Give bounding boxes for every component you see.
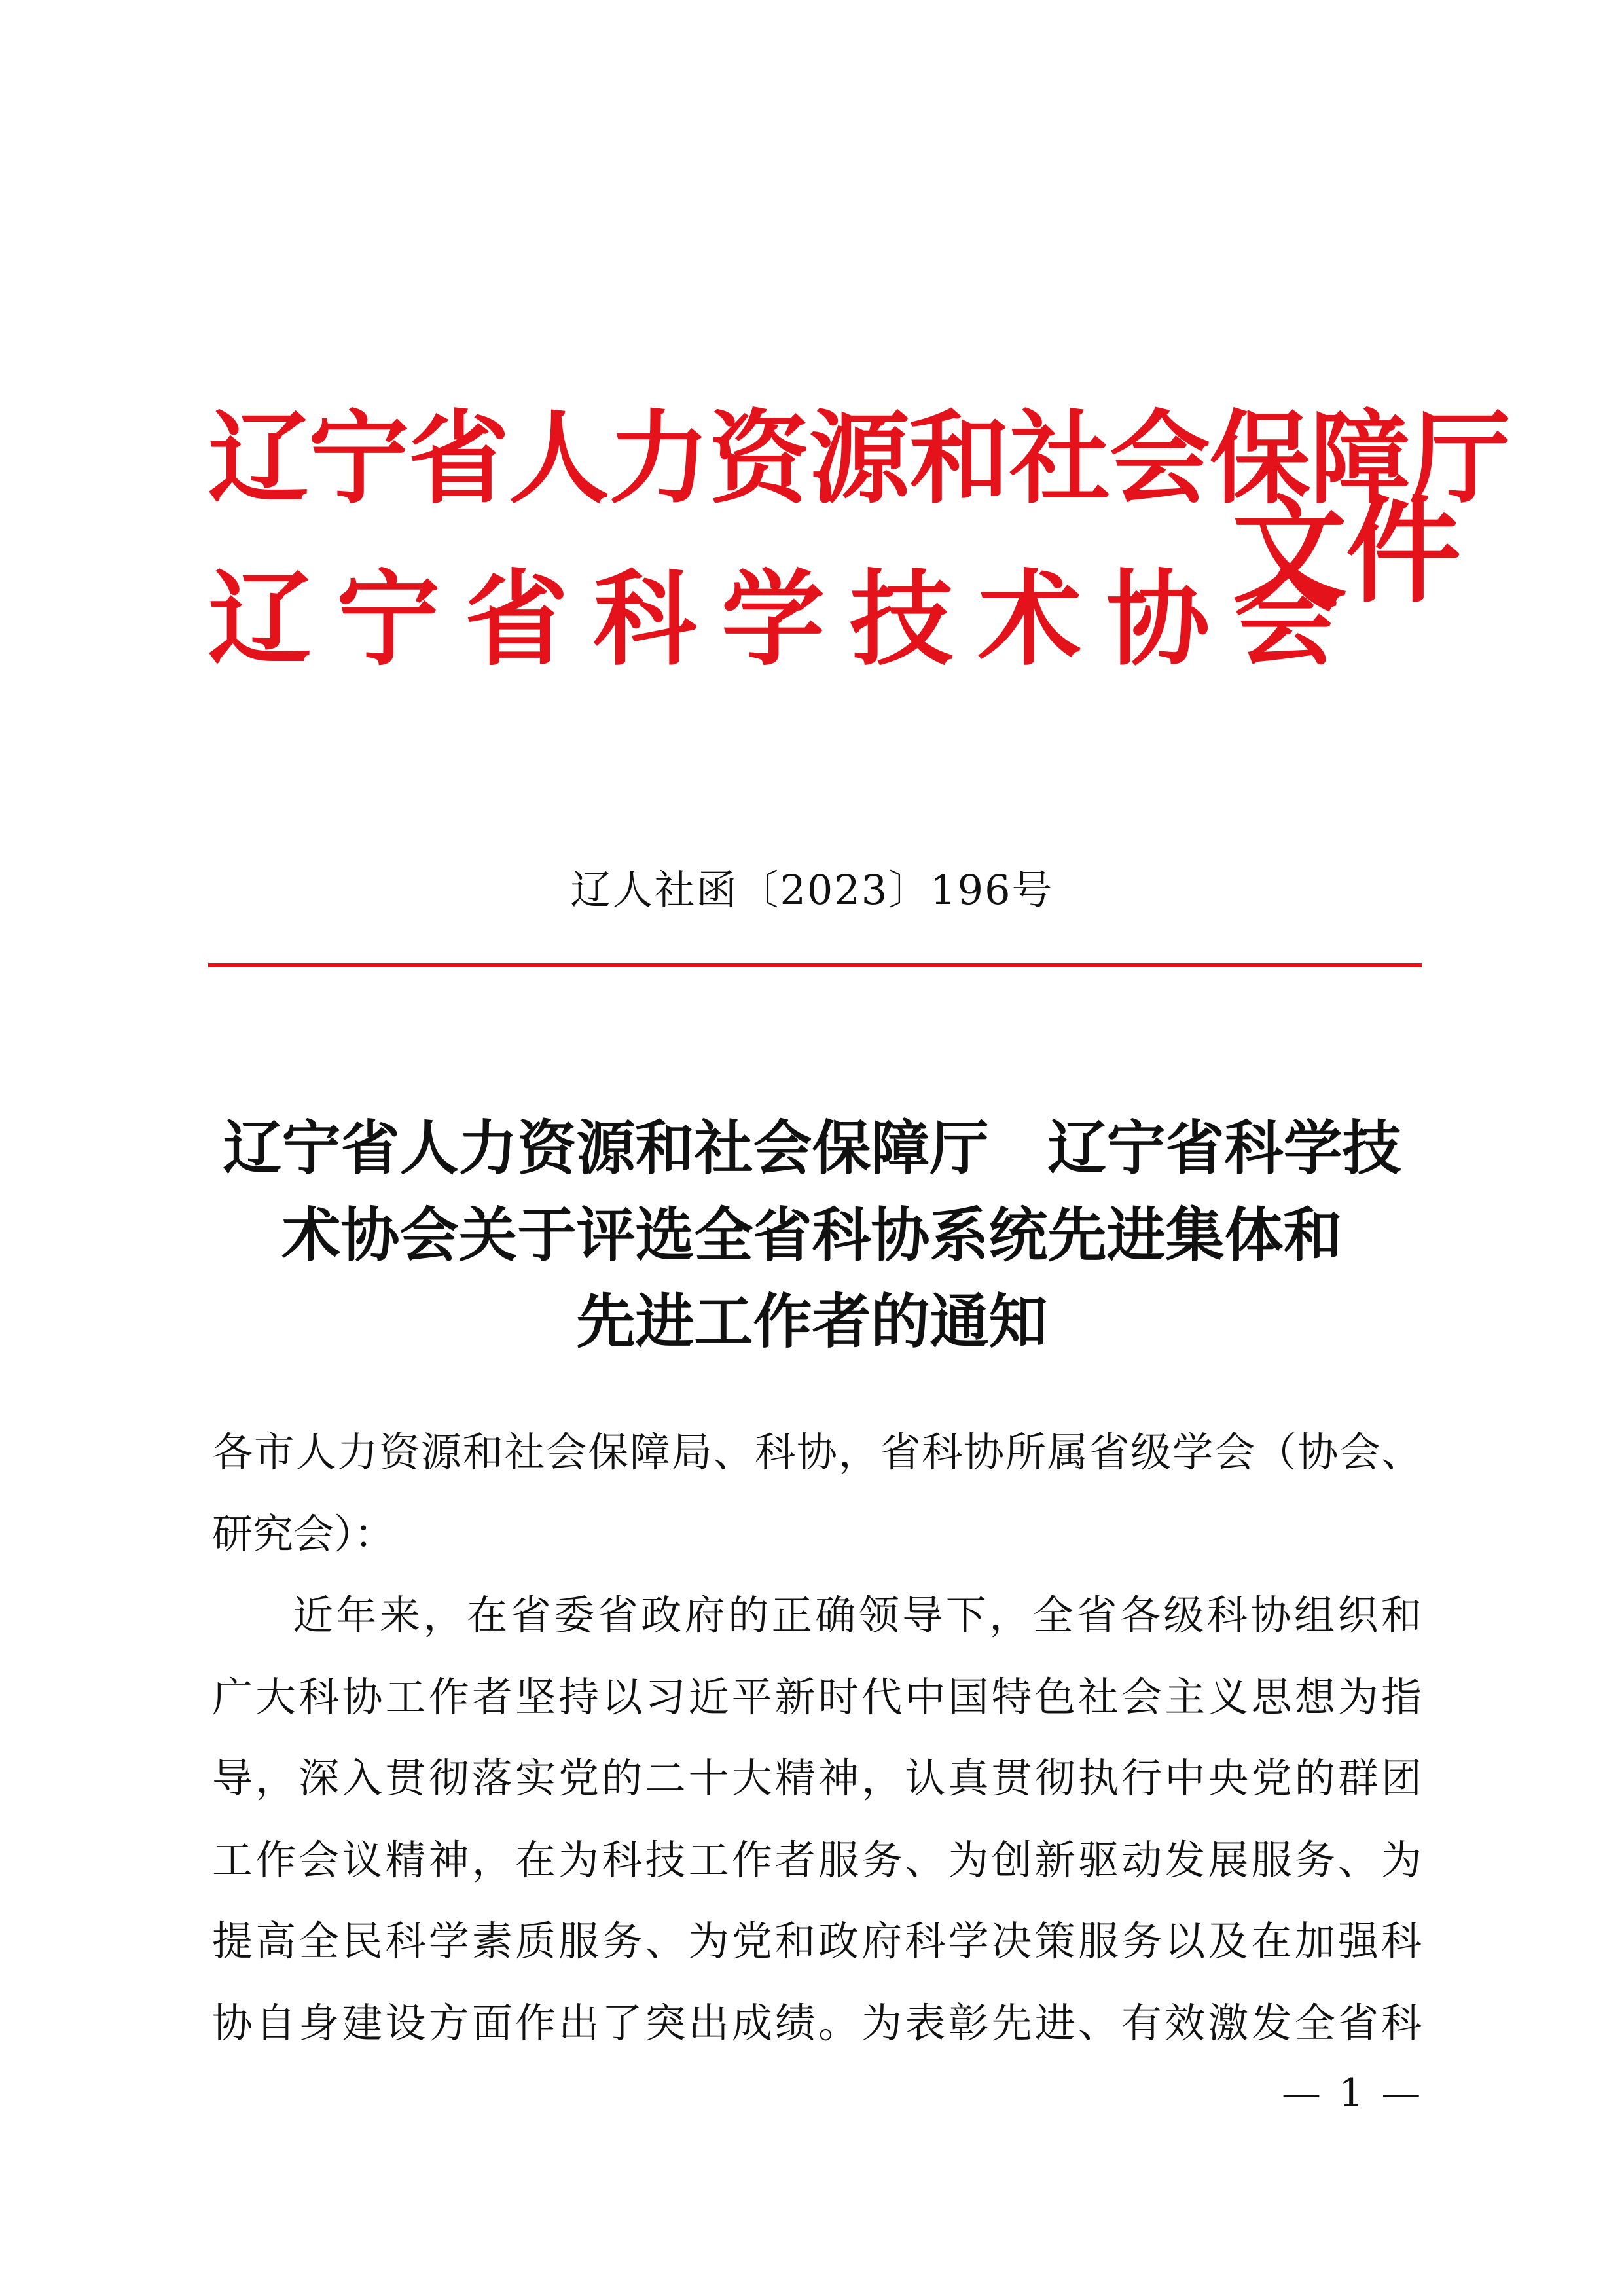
document-title-line-2: 术协会关于评选全省科协系统先进集体和 [281,1201,1343,1270]
paragraph-line: 协自身建设方面作出了突出成绩。为表彰先进、有效激发全省科 [212,1999,1422,2047]
document-suffix: 文件 [1232,484,1460,619]
paragraph-line: 导，深入贯彻落实党的二十大精神，认真贯彻执行中央党的群团 [212,1754,1422,1802]
document-title-line-1: 辽宁省人力资源和社会保障厅 辽宁省科学技 [223,1114,1401,1183]
addressee-line-1: 各市人力资源和社会保障局、科协，省科协所属省级学会（协会、 [212,1428,1422,1476]
page-number: — 1 — [1282,2070,1424,2116]
paragraph-line: 近年来，在省委省政府的正确领导下，全省各级科协组织和 [293,1591,1422,1639]
addressee-line-2: 研究会）： [212,1510,395,1558]
document-number: 辽人社函〔2023〕196号 [570,866,1054,914]
document-title-line-3: 先进工作者的通知 [576,1288,1048,1356]
red-divider-line [208,963,1422,967]
paragraph-line: 工作会议精神，在为科技工作者服务、为创新驱动发展服务、为 [212,1836,1422,1884]
issuer-name-cast: 辽宁省科学技术协会 [208,560,1363,680]
paragraph-line: 提高全民科学素质服务、为党和政府科学决策服务以及在加强科 [212,1917,1422,1965]
issuer-name-hrss: 辽宁省人力资源和社会保障厅 [208,401,1511,518]
paragraph-line: 广大科协工作者坚持以习近平新时代中国特色社会主义思想为指 [212,1673,1422,1721]
